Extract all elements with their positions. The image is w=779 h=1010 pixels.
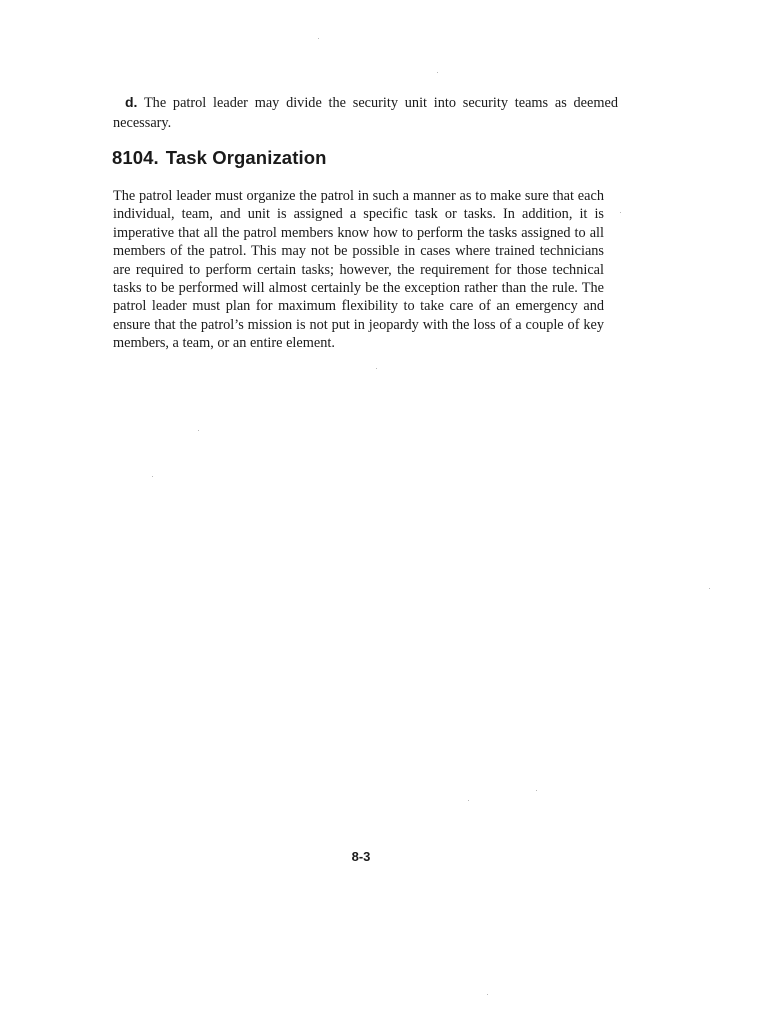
item-d-marker: d. — [125, 94, 138, 110]
scan-speck — [152, 476, 153, 477]
scan-speck — [376, 368, 377, 369]
item-d-text: The patrol leader may divide the security unit into security teams as deemed necessary. — [113, 95, 618, 131]
scan-speck — [709, 588, 710, 589]
scan-speck — [318, 38, 319, 39]
scan-speck — [198, 430, 199, 431]
section-body-paragraph: The patrol leader must organize the patrol in such a manner as to make sure that each individual, team, and unit is assigned a specific task or tasks. In addition, it is imperative that all the patrol members know how to perform the tasks assigned to all members of the patrol. This may not be possible in cases where trained technicians are required to perform certain tasks; however, the requirement for those technical tasks to be performed will almost certainly be the exception rather than the rule. The patrol leader must plan for maximum flexibility to take care of an emergency and ensure that the patrol’s mission is not put in jeopardy with the loss of a couple of key members, a team, or an entire element. — [113, 188, 604, 352]
scan-speck — [620, 212, 621, 213]
section-heading — [112, 146, 327, 170]
scan-speck — [536, 790, 537, 791]
scan-speck — [468, 800, 469, 801]
paragraph-item-d — [113, 92, 618, 133]
scan-speck — [437, 72, 438, 73]
page-number: 8-3 — [351, 849, 371, 864]
section-number: 8104. — [112, 147, 159, 168]
scan-speck — [487, 994, 488, 995]
section-title: Task Organization — [165, 147, 327, 168]
